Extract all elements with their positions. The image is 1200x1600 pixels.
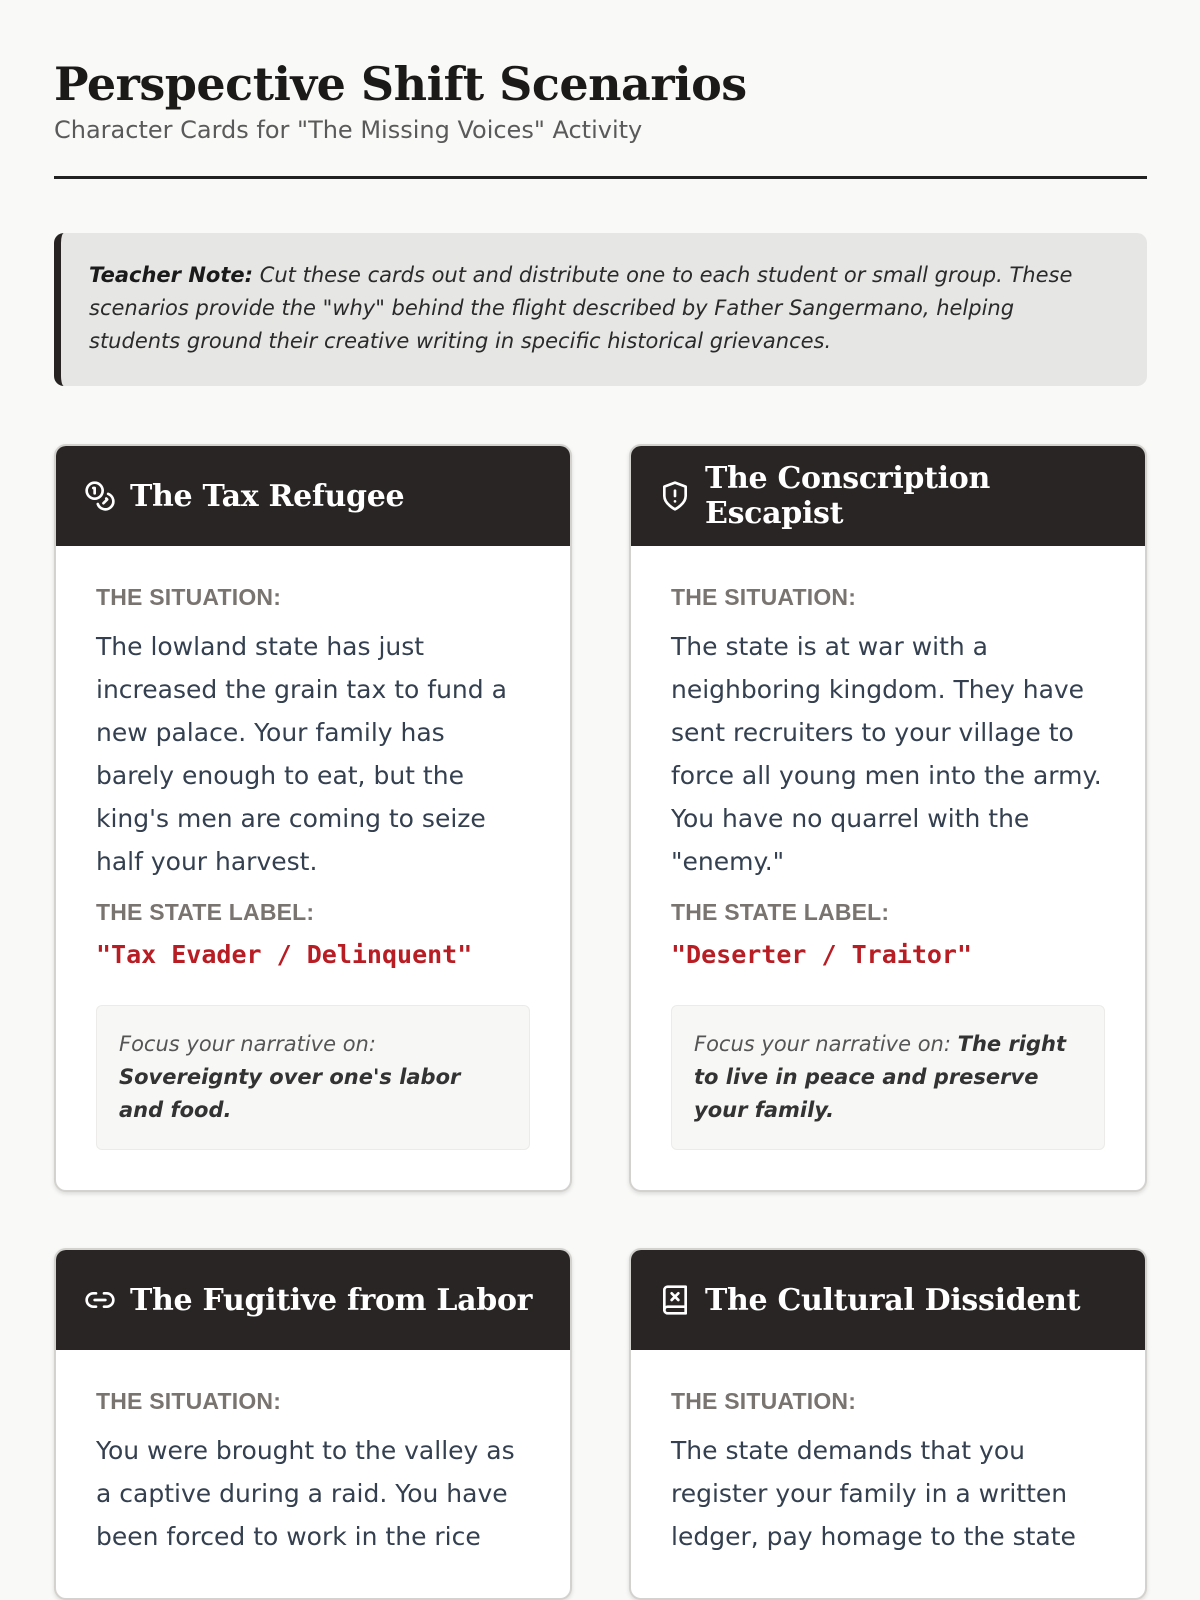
shield-alert-icon (659, 480, 691, 512)
focus-box (671, 1005, 1105, 1150)
card-grid (54, 444, 1147, 1600)
card-body (631, 1350, 1145, 1598)
state-label-heading: THE STATE LABEL: (96, 899, 315, 925)
focus-text: The right to live in peace and preserve your family. (694, 1032, 1067, 1122)
situation-text: The lowland state has just increased the grain tax to fund a new palace. Your family has barely enough to eat, but the king's men are coming to seize half your harvest. (96, 632, 507, 876)
situation-text: You were brought to the valley as a captive during a raid. You have been forced to work in the rice (96, 1436, 515, 1551)
teacher-note-text: Cut these cards out and distribute one to each student or small group. These scenarios provide the "why" behind the flight described by Father Sangermano, helping students ground their creative writing in specific historical grievances. (89, 263, 1073, 353)
teacher-note-label: Teacher Note: (89, 263, 254, 287)
focus-box (96, 1005, 530, 1150)
situation-label: THE SITUATION: (671, 584, 857, 610)
header-divider (54, 176, 1147, 179)
card-body (631, 546, 1145, 1190)
state-label-value: "Deserter / Traitor" (671, 940, 973, 969)
card-conscription-escapist (629, 444, 1147, 1192)
situation-label: THE SITUATION: (96, 584, 282, 610)
link-icon (84, 1284, 116, 1316)
card-fugitive-from-labor (54, 1248, 572, 1600)
card-header (631, 1250, 1145, 1350)
card-header (631, 446, 1145, 546)
card-body (56, 546, 570, 1190)
card-cultural-dissident (629, 1248, 1147, 1600)
card-title: The Fugitive from Labor (130, 1282, 533, 1318)
situation-text: The state is at war with a neighboring kingdom. They have sent recruiters to your village to force all young men into the army. You have no quarrel with the "enemy." (671, 632, 1102, 876)
card-tax-refugee (54, 444, 572, 1192)
card-header (56, 1250, 570, 1350)
focus-prefix: Focus your narrative on: (119, 1032, 376, 1056)
page-title: Perspective Shift Scenarios (54, 57, 747, 111)
page-subtitle: Character Cards for "The Missing Voices" Activity (54, 116, 643, 144)
card-title: The Conscription Escapist (705, 461, 990, 531)
card-header (56, 446, 570, 546)
book-x-icon (659, 1284, 691, 1316)
card-body (56, 1350, 570, 1598)
state-label-value: "Tax Evader / Delinquent" (96, 940, 473, 969)
situation-text: The state demands that you register your family in a written ledger, pay homage to the state (671, 1436, 1076, 1551)
state-label-heading: THE STATE LABEL: (671, 899, 890, 925)
focus-prefix: Focus your narrative on: (694, 1032, 951, 1056)
page (54, 0, 1147, 1551)
teacher-note (54, 233, 1147, 386)
focus-text: Sovereignty over one's labor and food. (119, 1065, 461, 1122)
coins-icon (84, 480, 116, 512)
card-title: The Cultural Dissident (705, 1282, 1081, 1318)
card-title: The Tax Refugee (130, 478, 405, 514)
situation-label: THE SITUATION: (96, 1388, 282, 1414)
situation-label: THE SITUATION: (671, 1388, 857, 1414)
